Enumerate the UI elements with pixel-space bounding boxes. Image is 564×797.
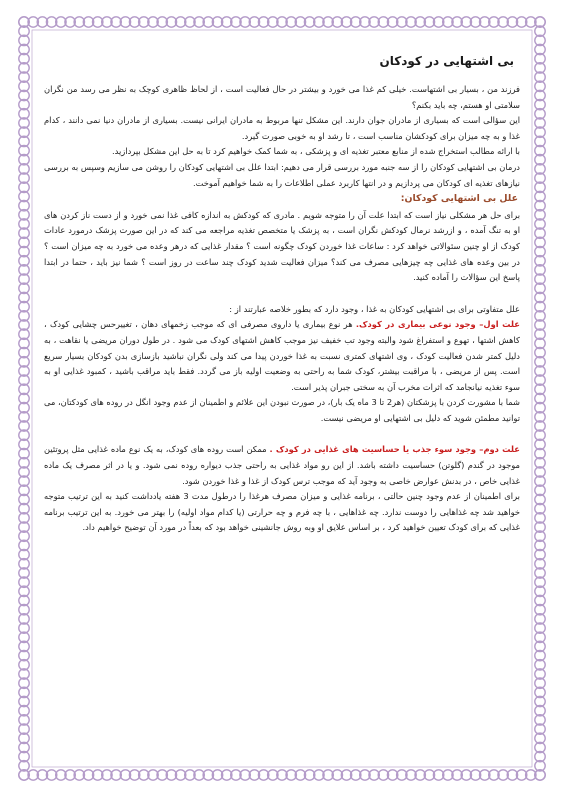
intro-paragraph: با ارائه مطالب استخراج شده از منابع معتبر تغذیه ای و پزشکی ، به شما کمک خواهیم کرد تا به حل این مشکل بپردازید. [111,146,520,157]
cause-1-label: علت اول [483,319,520,330]
causes-paragraph: برای حل هر مشکلی نیاز است که ابتدا علت آن را متوجه شویم . مادری که کودکش به اندازه کافی غذا نمی خورد و از دست ناز کردن های او به تنگ آمده ، و ازرشد نرمال کودکش نگران است ، به پزشک یا متخصص تغذیه مراجعه می کند که در این صورت پزشک درمورد عادات کودک از او چنین سئوالاتی خواهد کرد : ساعات غذا خوردن کودک چگونه است ؟ مقدار غذایی که درهر وعده می خورد به چه میزان است ؟ در بین وعده های غذایی چه چیزهایی مصرف می کند؟ میزان فعالیت شدید کودک چند ساعت در روز است ؟ شما نیز باید ، حتما در ابتدا پاسخ این سؤالات را آماده کنید. [44,209,520,283]
cause-1-subtitle: – وجود نوعی بیماری در کودک. [355,319,484,330]
cause-1-paragraph [44,317,520,395]
cause-2-subtitle: – وجود سوء جذب یا حساسیت های غذایی در کودک . [269,444,484,455]
article [44,52,520,752]
cause-2-paragraph [44,442,520,489]
intro-paragraph: این سؤالی است که بسیاری از مادران جوان دارند. این مشکل تنها مربوط به مادران ایرانی نیست. بسیاری از مادران دنیا نمی دانند ، کدام غذا و به چه میزان برای کودکشان مناسب است ، تا رشد او به خوبی صورت گیرد. [44,115,520,141]
page-title: بی اشتهایی در کودکان [379,54,514,68]
closing-paragraph: برای اطمینان از عدم وجود چنین حالتی ، برنامه غذایی و میزان مصرف هرغذا را درطول مدت 3 هفته یادداشت کنید به این ترتیب متوجه خواهید شد چه غذاهایی را دوست ندارد. چه غذاهایی ، با چه فرم و چه حرارتی (یا کدام مواد اولیه) را بهتر می خورد. به این ترتیب برنامه غذایی که برای کودک تعیین خواهید کرد ، بر اساس علایق او وبه روش جانشینی خواهد بود که بعداً در مورد آن توضیح خواهیم داد. [44,491,520,533]
section-heading-causes: علل بی اشتهایی کودکان: [400,193,518,205]
cause-1-text: هر نوع بیماری یا داروی مصرفی ای که موجب زخمهای دهان ، تغییرحس چشایی کودک ، کاهش اشتها ، تهوع و استفراغ شود والبته وجود تب خفیف نیز موجب کاهش اشتهای کودک می شود . در طول دوران مریضی یا نقاهت ، به دلیل کمتر شدن فعالیت کودک ، وی اشتهای کمتری نسبت به غذا خوردن پیدا می کند ولی نگران نباشید بازسازی بدن کودکان بسیار سریع است. پس از مریضی ، با مراقبت بیشتر، کودک شما به راحتی به وضعیت اولیه باز می گردد. فقط باید مراقب باشید ، کمبود غذایی او به سوء تغذیه نیانجامد که اثرات مخرب آن به سختی جبران پذیر است. [44,319,520,392]
cause-2-text: ممکن است روده های کودک، به یک نوع ماده غذایی مثل پروتئین موجود در گندم (گلوتن) حساسیت داشته باشد. از این رو مواد غذایی به راحتی جذب دیواره روده نمی شود. و یا در اثر مصرف یک ماده غذایی خاص ، در بدنش عوارض خاصی به وجود آید که موجب ترس کودک از غذا و غذا خوردن شود. [44,444,520,486]
intro-paragraph: فرزند من ، بسیار بی اشتهاست. خیلی کم غذا می خورد و بیشتر در حال فعالیت است ، از لحاظ ظاهری کوچک به نظر می رسد من نگران سلامتی او هستم، چه باید بکنم؟ [44,84,520,110]
cause-2-label: علت دوم [483,444,520,455]
cause-1-followup: شما با مشورت کردن با پزشکتان (هر2 تا 3 ماه یک بار)، در صورت نبودن این علائم و اطمینان از عدم وجود انگل در روده های کودکتان، می توانید مطمئن شوید که دلیل بی اشتهایی او مریضی نیست. [44,397,520,423]
intro-paragraph: درمان بی اشتهایی کودکان را از سه جنبه مورد بررسی قرار می دهیم: ابتدا علل بی اشتهایی کودکان را روشن می سازیم وسپس به بررسی نیازهای تغذیه ای کودکان می پردازیم و در انتها کاربرد عملی اطلاعات را به شما خواهیم آموخت. [44,161,520,188]
summary-line: علل متفاوتی برای بی اشتهایی کودکان به غذا ، وجود دارد که بطور خلاصه عبارتند از : [229,303,520,314]
